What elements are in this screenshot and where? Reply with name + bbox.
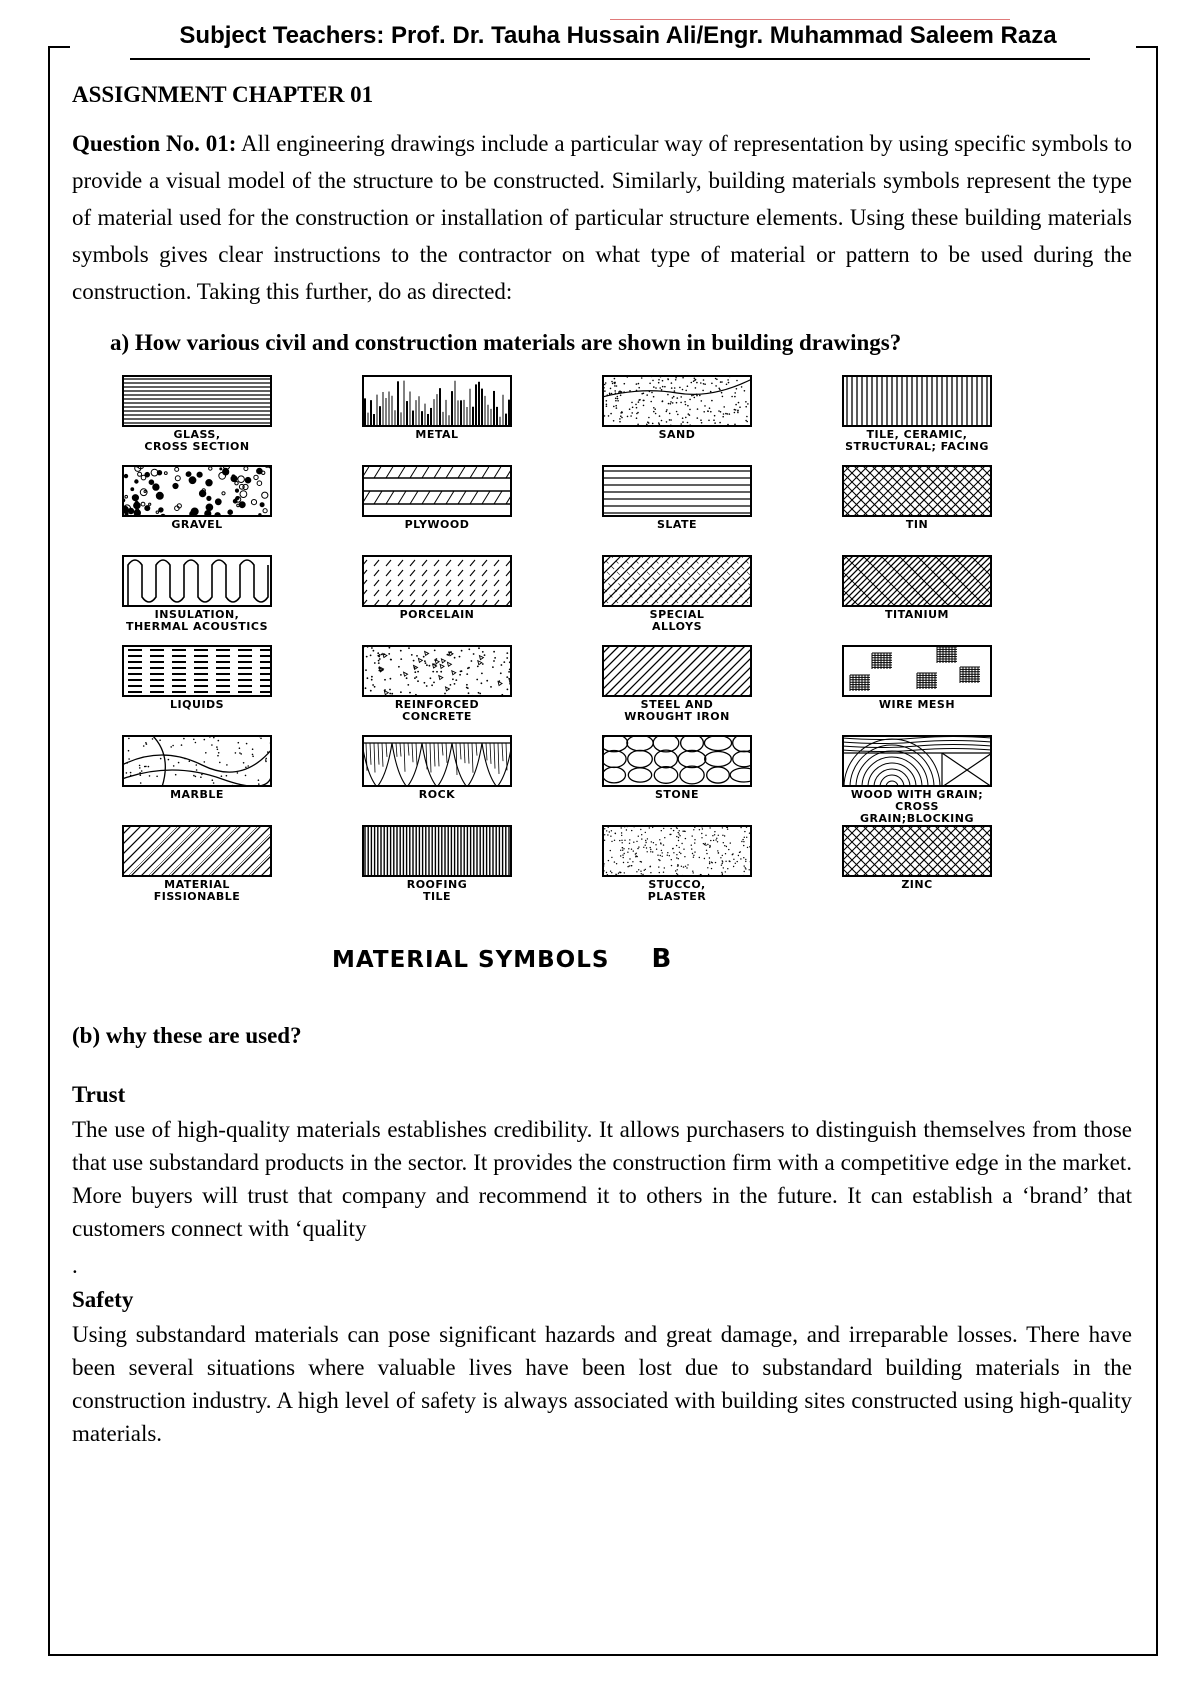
material-swatch — [122, 735, 272, 787]
material-swatch — [602, 555, 752, 607]
material-symbol — [122, 735, 272, 801]
material-symbol — [362, 465, 512, 531]
material-swatch — [122, 645, 272, 697]
trust-heading: Trust — [72, 1082, 126, 1107]
material-symbol — [122, 555, 272, 633]
part-b-question: (b) why these are used? — [72, 1023, 302, 1048]
material-swatch — [602, 735, 752, 787]
material-label: ZINC — [901, 878, 933, 891]
material-symbol — [122, 465, 272, 531]
material-label: ROOFING TILE — [406, 878, 468, 903]
material-swatch — [602, 645, 752, 697]
material-swatch — [362, 555, 512, 607]
question-paragraph — [72, 125, 1132, 310]
material-symbol — [602, 645, 752, 723]
material-swatch — [602, 825, 752, 877]
material-swatch — [362, 645, 512, 697]
material-symbol — [842, 375, 992, 453]
material-symbol — [602, 465, 752, 531]
page-content — [72, 70, 1132, 1450]
figure-caption-text: MATERIAL SYMBOLS — [332, 947, 610, 973]
material-symbol — [842, 555, 992, 621]
material-label: SAND — [658, 428, 696, 441]
material-label: ROCK — [418, 788, 456, 801]
material-symbol — [362, 735, 512, 801]
material-swatch — [122, 825, 272, 877]
part-a-question: a) How various civil and construction materials are shown in building drawings? — [110, 330, 902, 355]
material-label: TIN — [905, 518, 929, 531]
material-swatch — [362, 375, 512, 427]
material-symbol — [602, 375, 752, 441]
question-label: Question No. 01: — [72, 131, 237, 156]
material-swatch — [842, 465, 992, 517]
material-swatch — [602, 465, 752, 517]
material-swatch — [602, 375, 752, 427]
material-symbol — [602, 555, 752, 633]
material-swatch — [122, 465, 272, 517]
material-symbol — [362, 375, 512, 441]
question-text: All engineering drawings include a particular way of representation by using specific symbols to provide a visual model of the structure to be constructed. Similarly, building materials symbols represent the type of material used for the construction or installation of particular structure elements. Using these building materials symbols gives clear instructions to the contractor on what type of material or pattern to be used during the construction. Taking this further, do as directed: — [72, 131, 1133, 304]
figure-caption-letter: B — [651, 944, 673, 974]
header-accent-line — [610, 19, 1010, 20]
material-label: STEEL AND WROUGHT IRON — [624, 698, 730, 723]
material-symbol — [122, 375, 272, 453]
material-label: SPECIAL ALLOYS — [649, 608, 705, 633]
material-symbol — [602, 825, 752, 903]
figure-caption — [332, 941, 672, 979]
material-symbol — [602, 735, 752, 801]
material-swatch — [122, 555, 272, 607]
material-swatch — [842, 555, 992, 607]
material-label: MARBLE — [170, 788, 224, 801]
material-label: REINFORCED CONCRETE — [394, 698, 480, 723]
material-label: TITANIUM — [885, 608, 949, 621]
material-swatch — [842, 645, 992, 697]
material-label: LIQUIDS — [169, 698, 225, 711]
material-label: STONE — [655, 788, 699, 801]
subject-teachers-header: Subject Teachers: Prof. Dr. Tauha Hussain Ali/Engr. Muhammad Saleem Raza — [179, 22, 1057, 49]
material-label: INSULATION, THERMAL ACOUSTICS — [125, 608, 269, 633]
material-swatch — [362, 465, 512, 517]
material-symbol — [362, 645, 512, 723]
safety-text: Using substandard materials can pose significant hazards and great damage, and irreparable losses. There have been several situations where valuable lives have been lost due to substandard building materials in the construction industry. A high level of safety is always associated with building sites constructed using high-quality materials. — [72, 1322, 1132, 1446]
material-label: WOOD WITH GRAIN; CROSS GRAIN;BLOCKING — [850, 788, 984, 825]
material-swatch — [362, 825, 512, 877]
stray-period: . — [72, 1253, 78, 1278]
material-swatch — [122, 375, 272, 427]
material-label: PLYWOOD — [404, 518, 470, 531]
material-label: PORCELAIN — [399, 608, 475, 621]
material-symbols-figure — [72, 375, 1132, 981]
material-label: GRAVEL — [171, 518, 223, 531]
material-symbol — [842, 645, 992, 711]
material-label: TILE, CERAMIC, STRUCTURAL; FACING — [845, 428, 989, 453]
material-label: STUCCO, PLASTER — [647, 878, 707, 903]
material-symbol — [362, 825, 512, 903]
material-label: GLASS, CROSS SECTION — [144, 428, 250, 453]
material-swatch — [842, 375, 992, 427]
material-symbol — [122, 645, 272, 711]
material-label: MATERIAL FISSIONABLE — [153, 878, 241, 903]
trust-text: The use of high-quality materials establishes credibility. It allows purchasers to distinguish themselves from those that use substandard products in the sector. It provides the construction firm with a competitive edge in the market. More buyers will trust that company and recommend it to others in the future. It can establish a ‘brand’ that customers connect with ‘quality — [72, 1117, 1132, 1241]
assignment-title: ASSIGNMENT CHAPTER 01 — [72, 82, 374, 107]
material-symbol — [842, 735, 992, 825]
material-swatch — [842, 825, 992, 877]
material-swatch — [842, 735, 992, 787]
material-symbol — [362, 555, 512, 621]
safety-heading: Safety — [72, 1287, 134, 1312]
material-symbol — [842, 825, 992, 891]
material-label: METAL — [415, 428, 459, 441]
material-symbol — [842, 465, 992, 531]
material-symbol — [122, 825, 272, 903]
material-label: WIRE MESH — [878, 698, 956, 711]
material-swatch — [362, 735, 512, 787]
material-label: SLATE — [656, 518, 698, 531]
